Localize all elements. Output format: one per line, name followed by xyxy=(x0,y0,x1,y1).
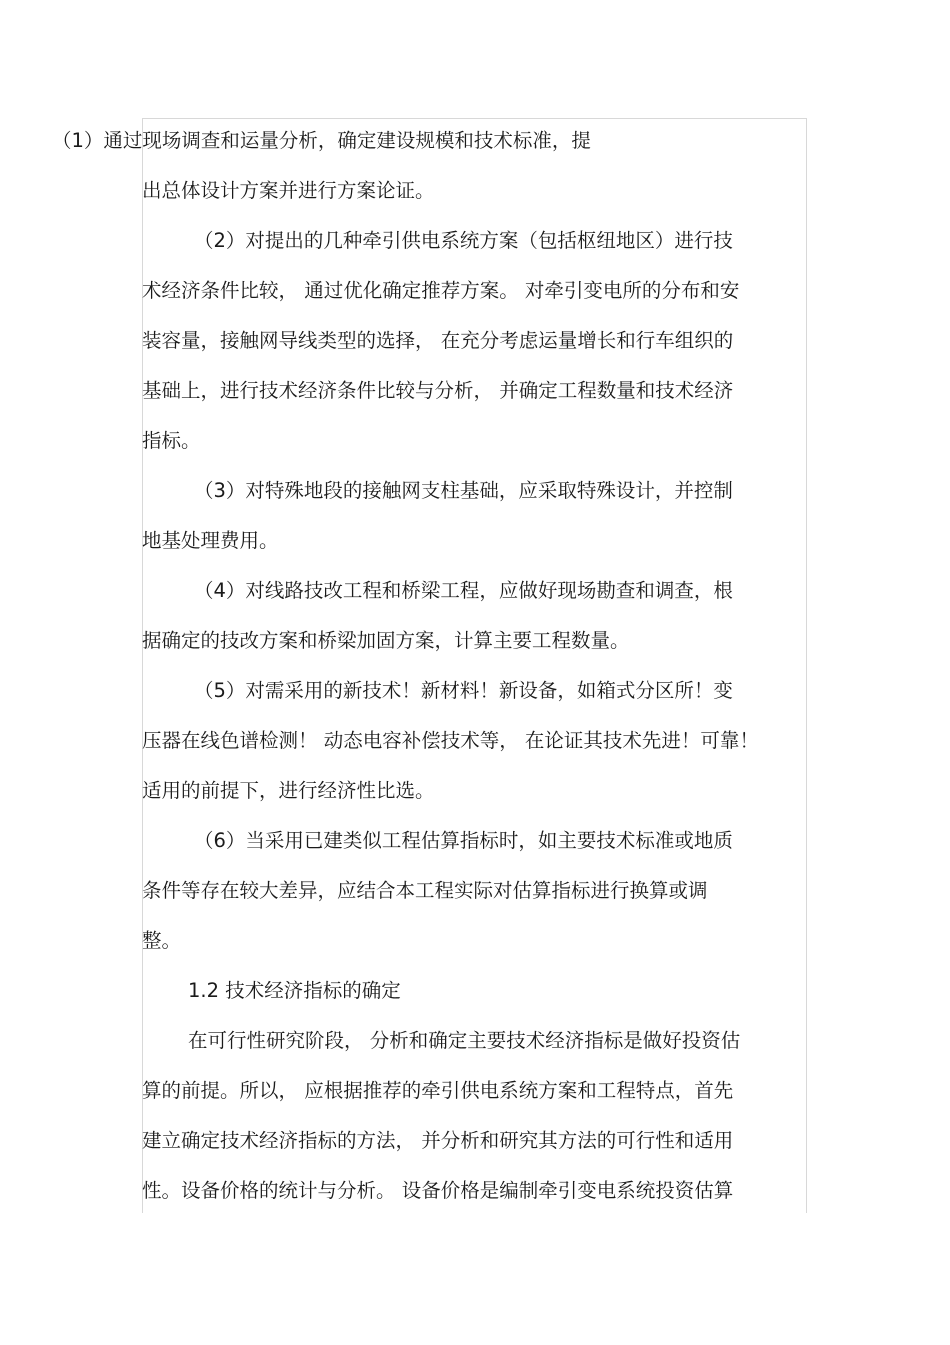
paragraph-1-line-2: 出总体设计方案并进行方案论证。 xyxy=(142,179,435,202)
paragraph-5-line-2: 压器在线色谱检测！ 动态电容补偿技术等， 在论证其技术先进！可靠！ xyxy=(142,729,759,752)
paragraph-7-line-4: 性。设备价格的统计与分析。 设备价格是编制牵引变电系统投资估算 xyxy=(142,1179,734,1202)
paragraph-7-line-2: 算的前提。所以， 应根据推荐的牵引供电系统方案和工程特点，首先 xyxy=(142,1079,734,1102)
paragraph-2-line-2: 术经济条件比较， 通过优化确定推荐方案。 对牵引变电所的分布和安 xyxy=(142,279,740,302)
paragraph-7-line-1: 在可行性研究阶段， 分析和确定主要技术经济指标是做好投资估 xyxy=(188,1029,741,1052)
paragraph-2-line-4: 基础上，进行技术经济条件比较与分析， 并确定工程数量和技术经济 xyxy=(142,379,734,402)
paragraph-7-line-3: 建立确定技术经济指标的方法， 并分析和研究其方法的可行性和适用 xyxy=(142,1129,734,1152)
paragraph-2-line-5: 指标。 xyxy=(142,429,201,452)
paragraph-5-line-1: （5）对需采用的新技术！新材料！新设备，如箱式分区所！变 xyxy=(194,679,733,702)
paragraph-4-line-1: （4）对线路技改工程和桥梁工程，应做好现场勘查和调查，根 xyxy=(194,579,733,602)
paragraph-3-line-2: 地基处理费用。 xyxy=(142,529,279,552)
paragraph-6-line-3: 整。 xyxy=(142,929,182,952)
section-heading: 1.2 技术经济指标的确定 xyxy=(188,979,401,1002)
paragraph-1-line-1: （1）通过现场调查和运量分析，确定建设规模和技术标准，提 xyxy=(52,129,591,152)
paragraph-6-line-2: 条件等存在较大差异，应结合本工程实际对估算指标进行换算或调 xyxy=(142,879,708,902)
paragraph-5-line-3: 适用的前提下，进行经济性比选。 xyxy=(142,779,435,802)
paragraph-2-line-3: 装容量，接触网导线类型的选择， 在充分考虑运量增长和行车组织的 xyxy=(142,329,734,352)
paragraph-4-line-2: 据确定的技改方案和桥梁加固方案，计算主要工程数量。 xyxy=(142,629,630,652)
paragraph-6-line-1: （6）当采用已建类似工程估算指标时，如主要技术标准或地质 xyxy=(194,829,733,852)
paragraph-3-line-1: （3）对特殊地段的接触网支柱基础，应采取特殊设计，并控制 xyxy=(194,479,733,502)
paragraph-2-line-1: （2）对提出的几种牵引供电系统方案（包括枢纽地区）进行技 xyxy=(194,229,733,252)
